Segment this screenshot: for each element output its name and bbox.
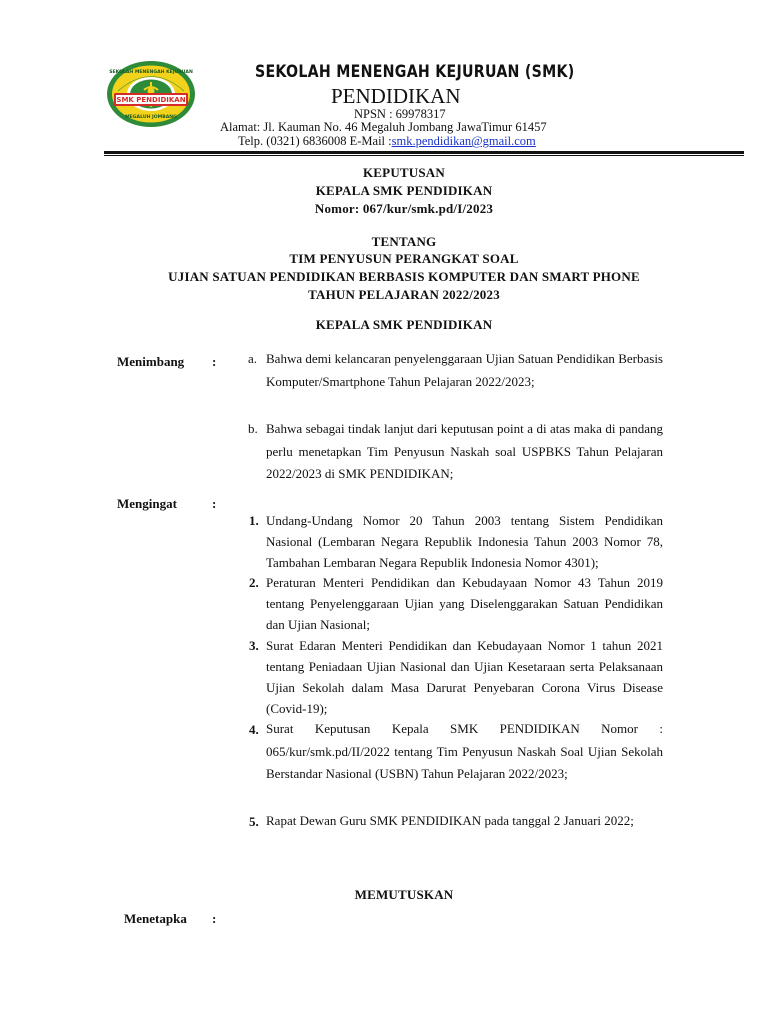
mengingat-marker-2: 2. <box>249 575 259 590</box>
decree-issuer: KEPALA SMK PENDIDIKAN <box>315 183 493 198</box>
mengingat-item-2: Peraturan Menteri Pendidikan dan Kebudayaan Nomor 43 Tahun 2019 tentang Penyelenggaraan Ujian yang Diselenggarakan Satuan Pendidikan dan Ujian Nasional; <box>266 575 663 632</box>
email-link[interactable]: smk.pendidikan@gmail.com <box>391 134 536 148</box>
mengingat-item-4: Surat Keputusan Kepala SMK PENDIDIKAN Nomor : 065/kur/smk.pd/II/2022 tentang Tim Penyusun Naskah Soal Ujian Sekolah Berstandar Nasional (USBN) Tahun Pelajaran 2022/2023; <box>266 721 663 781</box>
logo-top-text: SEKOLAH MENENGAH KEJURUAN <box>109 70 193 75</box>
subject-line-3: UJIAN SATUAN PENDIDIKAN BERBASIS KOMPUTER DAN SMART PHONE <box>168 269 640 284</box>
mengingat-marker-1: 1. <box>249 513 259 528</box>
subject-line-4: TAHUN PELAJARAN 2022/2023 <box>308 287 500 302</box>
school-address: Alamat: Jl. Kauman No. 46 Megaluh Jombang JawaTimur 61457 <box>220 120 547 134</box>
decision-title: MEMUTUSKAN <box>354 887 454 902</box>
school-logo <box>106 60 196 128</box>
menimbang-marker-a: a. <box>248 351 258 366</box>
menimbang-label: Menimbang <box>117 354 185 369</box>
menimbang-item-a: Bahwa demi kelancaran penyelenggaraan Ujian Satuan Pendidikan Berbasis Komputer/Smartphone Tahun Pelajaran 2022/2023; <box>266 351 663 389</box>
mengingat-marker-4: 4. <box>249 722 259 737</box>
subject-line-2: TIM PENYUSUN PERANGKAT SOAL <box>289 251 519 266</box>
mengingat-marker-5: 5. <box>249 814 259 829</box>
mengingat-label: Mengingat <box>117 496 177 511</box>
school-subtitle: PENDIDIKAN <box>331 84 461 108</box>
logo-banner-text: SMK PENDIDIKAN <box>116 96 186 105</box>
menimbang-colon: : <box>212 354 217 369</box>
phone-text: Telp. (0321) 6836008 E-Mail : <box>238 134 392 148</box>
menimbang-marker-b: b. <box>248 421 258 436</box>
letterhead-rule-thin <box>104 155 744 156</box>
mengingat-marker-3: 3. <box>249 638 259 653</box>
mengingat-item-3: Surat Edaran Menteri Pendidikan dan Kebudayaan Nomor 1 tahun 2021 tentang Peniadaan Ujian Nasional dan Ujian Kesetaraan serta Pelaksanaan Ujian Sekolah dalam Masa Darurat Penyebaran Corona Virus Disease (Covid-19); <box>266 638 663 716</box>
logo-bottom-text: MEGALUH JOMBANG <box>125 115 177 120</box>
school-contact <box>238 134 536 149</box>
authority-title: KEPALA SMK PENDIDIKAN <box>315 317 493 332</box>
subject-tentang: TENTANG <box>371 234 437 249</box>
letterhead-rule <box>104 151 744 154</box>
mengingat-colon: : <box>212 496 217 511</box>
decree-type: KEPUTUSAN <box>363 165 445 180</box>
school-npsn: NPSN : 69978317 <box>354 107 446 121</box>
decree-number: Nomor: 067/kur/smk.pd/I/2023 <box>314 201 494 216</box>
school-title: SEKOLAH MENENGAH KEJURUAN (SMK) <box>255 62 575 81</box>
mengingat-item-1: Undang-Undang Nomor 20 Tahun 2003 tentang Sistem Pendidikan Nasional (Lembaran Negara Republik Indonesia Tahun 2003 Nomor 78, Tambahan Lembaran Negara Republik Indonesia Nomor 4301); <box>266 513 663 570</box>
mengingat-item-5: Rapat Dewan Guru SMK PENDIDIKAN pada tanggal 2 Januari 2022; <box>266 813 634 828</box>
menetapkan-label: Menetapka <box>124 911 187 926</box>
menimbang-item-b: Bahwa sebagai tindak lanjut dari keputusan point a di atas maka di pandang perlu menetapkan Tim Penyusun Naskah soal USPBKS Tahun Pelajaran 2022/2023 di SMK PENDIDIKAN; <box>266 421 663 481</box>
menetapkan-colon: : <box>212 911 217 926</box>
